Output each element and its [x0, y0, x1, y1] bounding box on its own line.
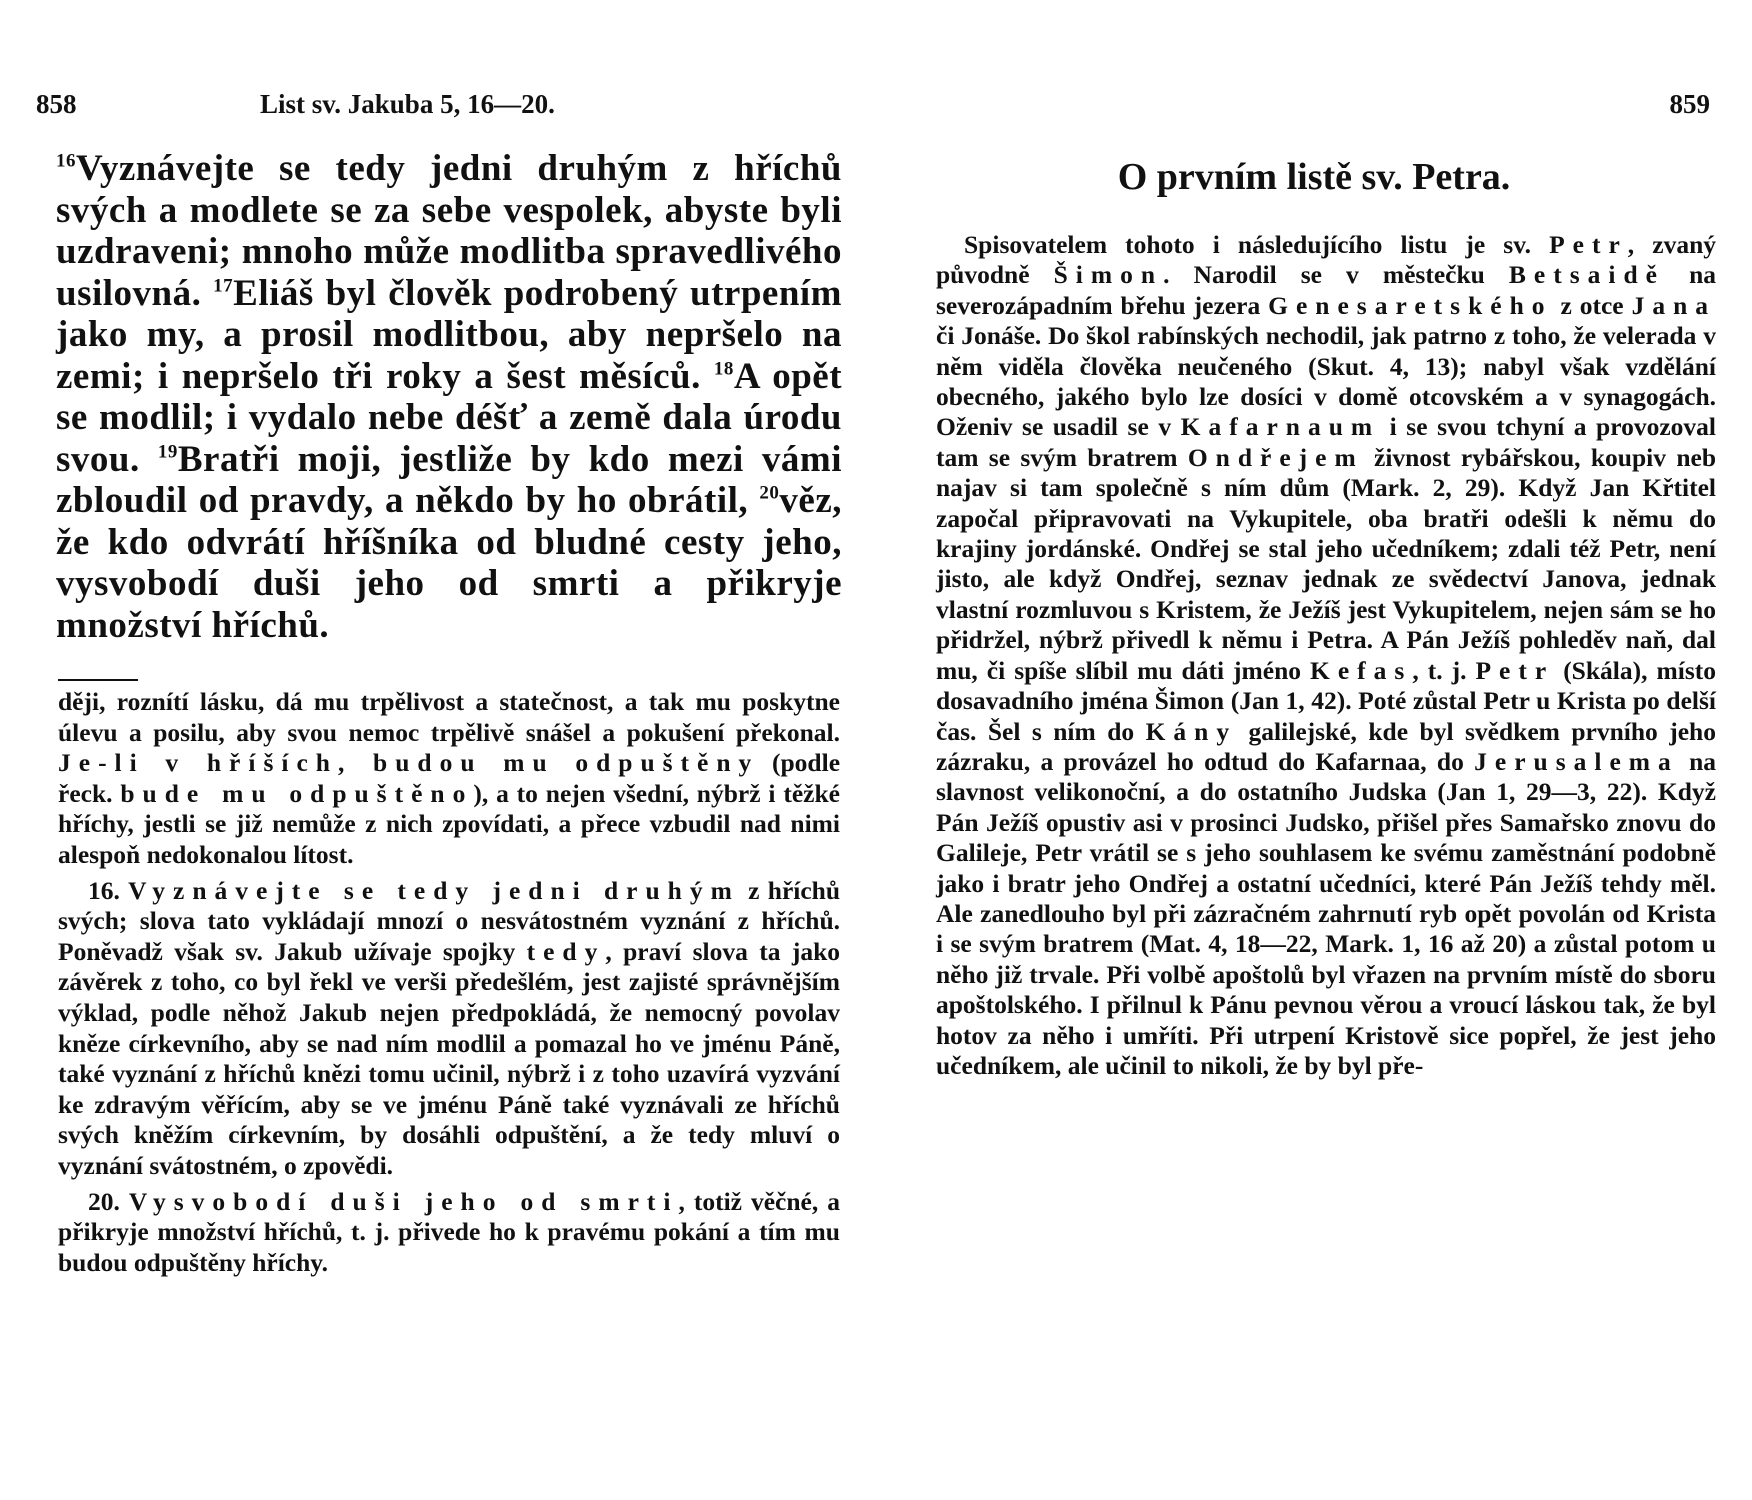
- commentary-paragraph: [58, 687, 840, 871]
- emphasized-name: Jana: [1631, 290, 1716, 320]
- verse-text: Bratři moji, jestliže by kdo mezi vámi zbloudil od pravdy, a někdo by ho obrátil,: [56, 438, 843, 521]
- verse-reference: 16.: [88, 875, 120, 905]
- body-text: Spisovatelem tohoto i následujícího listu je sv.: [964, 230, 1550, 259]
- body-text: , zvaný původně: [936, 230, 1717, 290]
- running-head-title: List sv. Jakuba 5, 16—20.: [260, 89, 555, 119]
- body-text: na severozápadním břehu jezera: [936, 260, 1717, 320]
- verse-text: Eliáš byl člověk podrobený utrpením jako my, a prosil modlitbou, aby nepršelo na zemi; i nepršelo tři roky a šest měsíců.: [56, 272, 843, 397]
- commentary: [58, 687, 840, 1278]
- verse-number: 18: [713, 358, 734, 380]
- emphasized-name: Ondřejem: [1187, 442, 1364, 472]
- emphasized-name: Genesaretského: [1268, 290, 1553, 320]
- emphasized-name: Betsaidě: [1508, 260, 1665, 290]
- verse-block: [56, 148, 842, 646]
- commentary-paragraph: [58, 1187, 840, 1279]
- body-text: galilejské, kde byl svědkem prvního jeho zázraku, a provázel ho odtud do Kafarnaa, do: [936, 716, 1716, 776]
- emphasized-phrase: Vysvobodí duši jeho od smrti: [128, 1186, 679, 1216]
- page-number-left: 858: [36, 89, 77, 119]
- body-text: , t. j.: [1412, 655, 1476, 685]
- verse-number: 19: [157, 441, 178, 463]
- emphasized-name: Šimon: [1053, 260, 1164, 290]
- verse-number: 16: [56, 150, 76, 172]
- emphasized-phrase: Je-li v hříších, budou mu odpuštěny: [58, 748, 760, 778]
- emphasized-name: Kány: [1145, 716, 1238, 746]
- commentary-text: (podle řeck.: [58, 748, 841, 808]
- commentary-text: ), a to nejen všední, nýbrž i těžké hříchy, jestli se již nemůže z nich zpovídati, a přece vzbudil nad nimi alespoň nedokonalou lítost.: [58, 778, 840, 869]
- emphasized-name: Kafarnaum: [1180, 412, 1381, 442]
- body-text: na slavnost velikonoční, a do ostatního Judska (Jan 1, 29—3, 22). Když Pán Ježíš opustiv asi v prosinci Judsko, přišel přes Samařsko znovu do Galileje, Petr vrátil se s jeho souhlasem ke svému zaměstnání podobně jako i bratr jeho Ondřej a ostatní učedníci, které Pán Ježíš tehdy měl. Ale zanedlouho byl při zázračném zahrnutí ryb opět povolán od Krista i se svým bratrem (Mat. 4, 18—22, Mark. 1, 16 až 20) a zůstal potom u něho již trvale. Při volbě apoštolů byl vřazen na prvním místě do sboru apoštolského. I přilnul k Pánu pevnou věrou a vroucí láskou tak, že byl hotov za něho i umříti. Při utrpení Kristově sice popřel, že jest jeho učedníkem, ale učinil to nikoli, že by byl pře-: [936, 746, 1716, 1080]
- body-text: z otce: [1552, 290, 1632, 320]
- verse-number: 20: [759, 482, 780, 504]
- introduction-body: [936, 230, 1716, 1081]
- verse-text: Vyznávejte se tedy jedni druhým z hříchů svých a modlete se za sebe vespolek, abyste byli uzdraveni; mnoho může modlitba spravedlivého usilovná.: [56, 148, 842, 314]
- emphasized-phrase: tedy: [526, 936, 606, 966]
- body-text: (Skála), místo dosavadního jména Šimon (Jan 1, 42). Poté zůstal Petr u Krista po delší čas. Šel s ním do: [936, 655, 1716, 746]
- body-text: i se svou tchyní a provozoval tam se svým bratrem: [936, 412, 1716, 472]
- body-text: či Jonáše. Do škol rabínských nechodil, jak patrno z toho, že velerada v něm viděla člověka neučeného (Skut. 4, 13); nabyl však vzdělání obecného, jakého bylo lze dosíci v domě otcovském a v synagogách. Oženiv se usadil se v: [936, 321, 1716, 442]
- emphasized-name: Petr: [1475, 655, 1555, 685]
- verse-number: 17: [213, 275, 234, 297]
- commentary-text: ději, roznítí lásku, dá mu trpělivost a statečnost, a tak mu poskytne úlevu a posilu, aby svou nemoc trpělivě snášel a pokušení překonal.: [58, 687, 840, 747]
- commentary-text: z hříchů svých; slova tato vykládají mnozí o nesvátostném vyznání z hříchů. Poněvadž však sv. Jakub užívaje spojky: [58, 875, 841, 966]
- commentary-text: , praví slova ta jako závěrek z toho, co byl řekl ve verši předešlém, jest zajisté správnějším výklad, podle něhož Jakub nejen předpokládá, že nemocný povolav kněze církevního, aby se nad ním modlil a pomazal ho ve jménu Páně, také vyznání z hříchů knězi tomu učinil, nýbrž i z toho uzavírá vyzvání ke zdravým věřícím, aby se ve jménu Páně také vyznávali ze hříchů svých kněžím církevním, by dosáhli odpuštění, a že tedy mluví o vyznání svátostném, o zpovědi.: [58, 936, 841, 1180]
- right-page: [876, 0, 1752, 1500]
- body-text: . Narodil se v městečku: [1163, 260, 1509, 290]
- emphasized-phrase: Vyznávejte se tedy jedni druhým: [128, 875, 740, 905]
- commentary-text: , totiž věčné, a přikryje množství hříchů, t. j. přivede ho k pravému pokání a tím mu budou odpuštěny hříchy.: [58, 1186, 841, 1277]
- body-text: živnost rybářskou, koupiv neb najav si tam společně s ním dům (Mark. 2, 29). Když Jan Křtitel započal připravovati na Vykupitele, oba bratři odešli k němu do krajiny jordánské. Ondřej se stal jeho učedníkem; zdali též Petr, není jisto, ale když Ondřej, seznav jednak ze svědectví Janova, jednak vlastní rozmluvou s Kristem, že Ježíš jest Vykupitelem, nejen sám se ho přidržel, nýbrž přivedl k němu i Petra. A Pán Ježíš pohleděv naň, dal mu, či spíše slíbil mu dáti jméno: [936, 442, 1716, 685]
- verse-text: věz, že kdo odvrátí hříšníka od bludné cesty jeho, vysvobodí duši jeho od smrti a přikryje množství hříchů.: [56, 480, 842, 646]
- emphasized-name: Kefas: [1310, 655, 1413, 685]
- section-title: O prvním listě sv. Petra.: [1117, 156, 1511, 198]
- page-number-right: 859: [1669, 89, 1710, 119]
- verse-reference: 20.: [88, 1186, 120, 1216]
- commentary-paragraph: [58, 876, 840, 1182]
- verse-text: A opět se modlil; i vydalo nebe déšť a země dala úrodu svou.: [56, 355, 843, 480]
- footnote-divider: [58, 679, 138, 681]
- emphasized-phrase: bude mu odpuštěno: [120, 778, 474, 808]
- emphasized-name: Jerusalema: [1474, 746, 1679, 776]
- emphasized-name: Petr: [1549, 230, 1628, 259]
